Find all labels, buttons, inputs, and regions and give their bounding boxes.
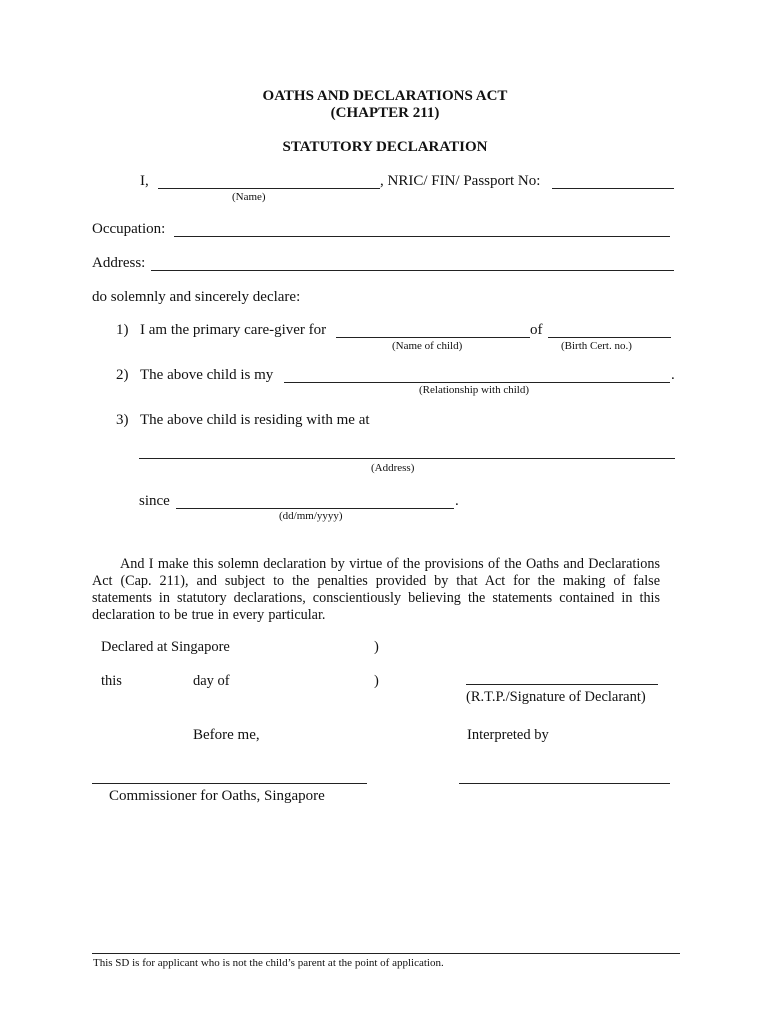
since-label: since xyxy=(139,493,170,509)
residence-address-caption: (Address) xyxy=(371,462,415,474)
chapter-title: (CHAPTER 211) xyxy=(330,105,440,121)
item-1-of: of xyxy=(530,322,543,338)
document-title: STATUTORY DECLARATION xyxy=(282,139,488,155)
child-name-caption: (Name of child) xyxy=(392,340,463,352)
commissioner-signature-field[interactable] xyxy=(92,783,367,784)
declare-text: do solemnly and sincerely declare: xyxy=(92,289,301,305)
declared-at-label: Declared at Singapore xyxy=(101,639,230,655)
this-label: this xyxy=(101,673,122,689)
item-1-number: 1) xyxy=(116,322,129,338)
declarant-signature-field[interactable] xyxy=(466,684,658,685)
relationship-field[interactable] xyxy=(284,382,670,383)
item-2-number: 2) xyxy=(116,367,129,383)
birth-cert-caption: (Birth Cert. no.) xyxy=(561,340,632,352)
residence-address-field[interactable] xyxy=(139,458,675,459)
bracket-1: ) xyxy=(374,639,379,655)
solemn-declaration-paragraph: And I make this solemn declaration by virtue of the provisions of the Oaths and Declarations Act (Cap. 211), and subject to the penalties provided by that Act for the making of false statements in statutory declarations, conscientiously believing the statements contained in this declaration to be true in every particular. xyxy=(92,556,660,623)
interpreter-signature-field[interactable] xyxy=(459,783,670,784)
occupation-field[interactable] xyxy=(174,236,670,237)
relationship-caption: (Relationship with child) xyxy=(419,384,529,396)
day-of-label: day of xyxy=(193,673,230,689)
i-prefix: I, xyxy=(140,173,149,189)
act-title: OATHS AND DECLARATIONS ACT xyxy=(262,88,508,104)
item-2-period: . xyxy=(671,367,675,383)
child-name-field[interactable] xyxy=(336,337,530,338)
occupation-label: Occupation: xyxy=(92,221,166,237)
nric-field[interactable] xyxy=(552,188,674,189)
item-3-number: 3) xyxy=(116,412,129,428)
item-3-text: The above child is residing with me at xyxy=(140,412,370,428)
commissioner-label: Commissioner for Oaths, Singapore xyxy=(109,788,325,804)
since-period: . xyxy=(455,493,459,509)
since-date-field[interactable] xyxy=(176,508,454,509)
date-format-caption: (dd/mm/yyyy) xyxy=(279,510,343,522)
address-label: Address: xyxy=(92,255,146,271)
interpreted-by-label: Interpreted by xyxy=(467,727,549,743)
birth-cert-field[interactable] xyxy=(548,337,671,338)
bracket-2: ) xyxy=(374,673,379,689)
name-caption: (Name) xyxy=(232,191,266,203)
name-field[interactable] xyxy=(158,188,380,189)
footer-divider xyxy=(92,953,680,954)
item-1-text: I am the primary care-giver for xyxy=(140,322,327,338)
signature-caption: (R.T.P./Signature of Declarant) xyxy=(466,689,646,705)
address-field[interactable] xyxy=(151,270,674,271)
before-me-label: Before me, xyxy=(193,727,260,743)
nric-label: , NRIC/ FIN/ Passport No: xyxy=(380,173,541,189)
item-2-text: The above child is my xyxy=(140,367,274,383)
footer-note: This SD is for applicant who is not the child’s parent at the point of application. xyxy=(93,957,444,969)
